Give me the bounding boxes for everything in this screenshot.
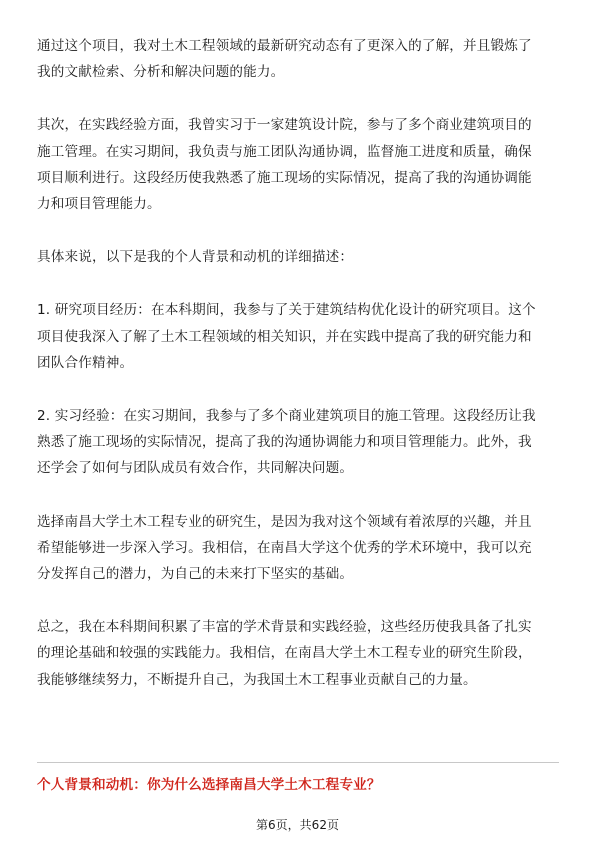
body-text [37, 33, 559, 720]
paragraph-6 [37, 509, 559, 588]
text-line: 项目使我深入了解了土木工程领域的相关知识，并在实践中提高了我的研究能力和 [37, 328, 532, 345]
text-line: 通过这个项目，我对土木工程领域的最新研究动态有了更深入的了解，并且锻炼了 [37, 38, 532, 54]
section-divider [37, 762, 559, 763]
text-line: 团队合作精神。 [37, 354, 134, 371]
paragraph-7 [37, 614, 559, 693]
page-number: 第6页，共62页 [256, 818, 339, 832]
text-line: 希望能够进一步深入学习。我相信，在南昌大学这个优秀的学术环境中，我可以充 [37, 539, 532, 556]
text-line: 项目顺利进行。这段经历使我熟悉了施工现场的实际情况，提高了我的沟通协调能 [37, 169, 532, 186]
paragraph-3 [37, 244, 559, 270]
text-line: 选择南昌大学土木工程专业的研究生，是因为我对这个领域有着浓厚的兴趣，并且 [37, 513, 532, 530]
text-line: 施工管理。在实习期间，我负责与施工团队沟通协调，监督施工进度和质量，确保 [37, 143, 532, 160]
text-line: 分发挥自己的潜力，为自己的未来打下坚实的基础。 [37, 566, 354, 583]
text-line: 我能够继续努力，不断提升自己，为我国土木工程事业贡献自己的力量。 [37, 671, 477, 688]
text-line: 我的文献检索、分析和解决问题的能力。 [37, 64, 285, 81]
text-line: 其次，在实践经验方面，我曾实习于一家建筑设计院，参与了多个商业建筑项目的 [37, 117, 532, 134]
paragraph-5 [37, 403, 559, 482]
text-line: 1. 研究项目经历：在本科期间，我参与了关于建筑结构优化设计的研究项目。这个 [37, 302, 536, 319]
section-heading: 个人背景和动机：你为什么选择南昌大学土木工程专业？ [37, 777, 381, 793]
text-line: 熟悉了施工现场的实际情况，提高了我的沟通协调能力和项目管理能力。此外，我 [37, 434, 532, 451]
text-line: 力和项目管理能力。 [37, 196, 161, 213]
paragraph-4 [37, 297, 559, 376]
text-line: 还学会了如何与团队成员有效合作，共同解决问题。 [37, 460, 354, 477]
text-line: 总之，我在本科期间积累了丰富的学术背景和实践经验，这些经历使我具备了扎实 [37, 619, 532, 636]
text-line: 的理论基础和较强的实践能力。我相信，在南昌大学土木工程专业的研究生阶段， [37, 645, 532, 662]
paragraph-1 [37, 33, 559, 85]
paragraph-2 [37, 112, 559, 217]
text-line: 具体来说，以下是我的个人背景和动机的详细描述： [37, 249, 354, 266]
text-line: 2. 实习经验：在实习期间，我参与了多个商业建筑项目的施工管理。这段经历让我 [37, 408, 536, 425]
